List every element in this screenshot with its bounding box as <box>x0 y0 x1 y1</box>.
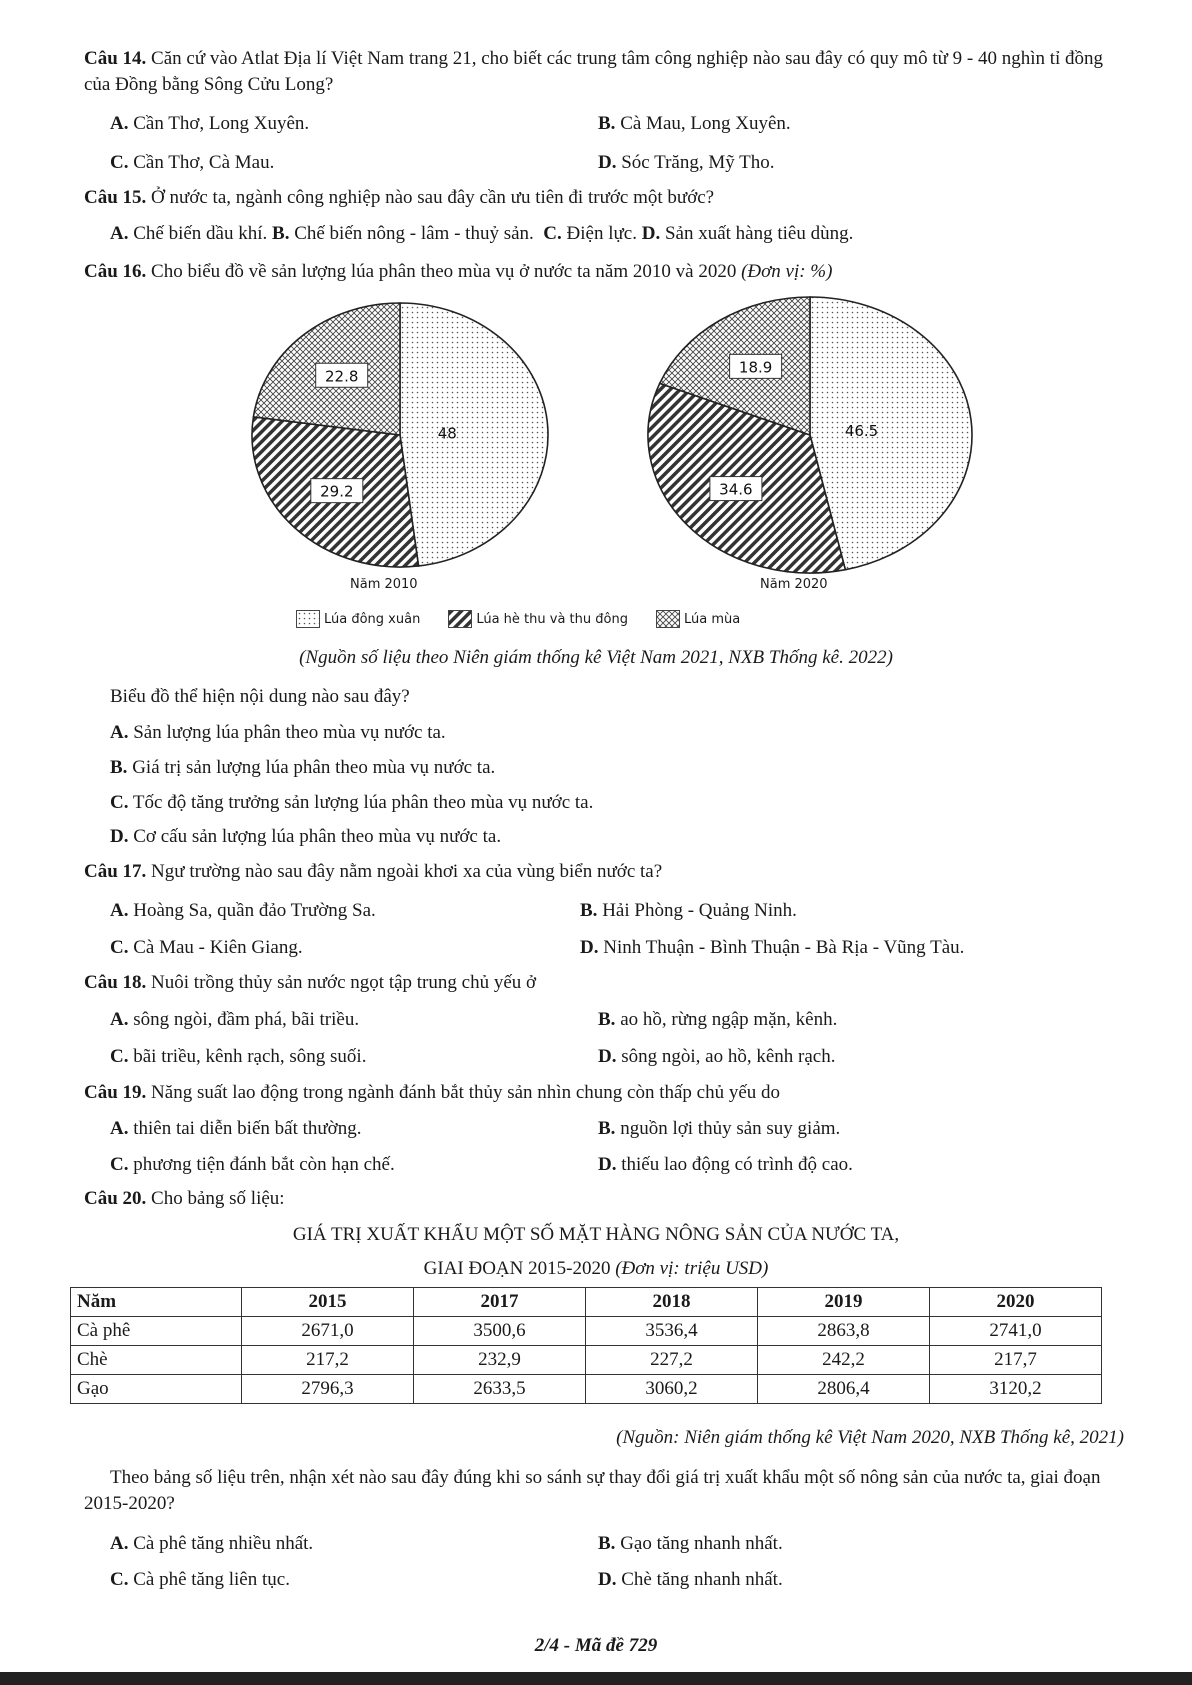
legend-label-mua: Lúa mùa <box>683 611 741 627</box>
pie-2010-title: Năm 2010 <box>350 577 418 592</box>
export-value-table <box>70 1287 1102 1404</box>
option-20a: A. Cà phê tăng nhiều nhất. <box>110 1533 314 1554</box>
question-14 <box>84 46 1124 98</box>
question-text: Ở nước ta, ngành công nghiệp nào sau đây cần ưu tiên đi trước một bước? <box>151 187 715 208</box>
legend-swatch-dots <box>296 610 320 628</box>
option-18d: D. sông ngòi, ao hồ, kênh rạch. <box>598 1046 836 1067</box>
option-14a: A. Cần Thơ, Long Xuyên. <box>110 113 310 134</box>
option-15-row: A. Chế biến dầu khí. B. Chế biến nông - lâm - thuỷ sản. C. Điện lực. D. Sản xuất hàng tiêu dùng. <box>110 223 854 244</box>
question-19 <box>84 1080 1124 1106</box>
table-unit: (Đơn vị: triệu USD) <box>615 1258 769 1279</box>
question-16 <box>84 259 1124 285</box>
question-20 <box>84 1186 1124 1212</box>
scan-edge <box>0 1672 1192 1685</box>
chart-source: (Nguồn số liệu theo Niên giám thống kê Việt Nam 2021, NXB Thống kê. 2022) <box>299 647 893 668</box>
question-label: Câu 16. <box>84 261 147 282</box>
data-label: 34.6 <box>719 480 753 499</box>
option-17d: D. Ninh Thuận - Bình Thuận - Bà Rịa - Vũng Tàu. <box>580 937 965 958</box>
table-row: Chè 217,2 232,9 227,2 242,2 217,7 <box>71 1346 1102 1375</box>
question-label: Câu 20. <box>84 1188 147 1209</box>
pie-2020 <box>648 297 972 573</box>
question-label: Câu 14. <box>84 48 147 69</box>
unit-label: (Đơn vị: %) <box>741 261 833 282</box>
chart-legend <box>296 610 740 628</box>
option-16c: C. Tốc độ tăng trưởng sản lượng lúa phân theo mùa vụ nước ta. <box>110 792 594 813</box>
option-14d: D. Sóc Trăng, Mỹ Tho. <box>598 152 775 173</box>
option-20b: B. Gạo tăng nhanh nhất. <box>598 1533 783 1554</box>
question-text: Ngư trường nào sau đây nằm ngoài khơi xa của vùng biển nước ta? <box>151 861 663 882</box>
option-14b: B. Cà Mau, Long Xuyên. <box>598 113 791 134</box>
question-20-prompt: Theo bảng số liệu trên, nhận xét nào sau đây đúng khi so sánh sự thay đổi giá trị xuất khẩu một số nông sản của nước ta, giai đoạn 2015-2020? <box>84 1467 1101 1514</box>
option-16b: B. Giá trị sản lượng lúa phân theo mùa vụ nước ta. <box>110 757 496 778</box>
option-17c: C. Cà Mau - Kiên Giang. <box>110 937 303 958</box>
table-title: GIÁ TRỊ XUẤT KHẨU MỘT SỐ MẶT HÀNG NÔNG SẢN CỦA NƯỚC TA, <box>292 1224 900 1245</box>
option-16a: A. Sản lượng lúa phân theo mùa vụ nước ta. <box>110 722 446 743</box>
pie-2010 <box>252 303 548 567</box>
option-14c: C. Cần Thơ, Cà Mau. <box>110 152 275 173</box>
data-label: 48 <box>437 424 457 443</box>
option-16d: D. Cơ cấu sản lượng lúa phân theo mùa vụ nước ta. <box>110 826 502 847</box>
question-label: Câu 18. <box>84 972 147 993</box>
table-row: Gạo 2796,3 2633,5 3060,2 2806,4 3120,2 <box>71 1375 1102 1404</box>
table-source: (Nguồn: Niên giám thống kê Việt Nam 2020, NXB Thống kê, 2021) <box>616 1427 1124 1448</box>
question-text: Năng suất lao động trong ngành đánh bắt thủy sản nhìn chung còn thấp chủ yếu do <box>151 1082 781 1103</box>
option-19b: B. nguồn lợi thủy sản suy giảm. <box>598 1118 841 1139</box>
question-16-prompt: Biểu đồ thể hiện nội dung nào sau đây? <box>110 686 410 707</box>
table-row: Cà phê 2671,0 3500,6 3536,4 2863,8 2741,0 <box>71 1317 1102 1346</box>
option-19a: A. thiên tai diễn biến bất thường. <box>110 1118 362 1139</box>
pie-2020-title: Năm 2020 <box>760 577 828 592</box>
legend-label-dong-xuan: Lúa đông xuân <box>324 611 421 627</box>
question-label: Câu 19. <box>84 1082 147 1103</box>
legend-swatch-cross <box>656 610 680 628</box>
pie-chart-area <box>0 295 1192 610</box>
data-label: 18.9 <box>738 358 773 377</box>
pie-slice <box>400 303 548 566</box>
question-15 <box>84 185 1124 211</box>
option-19c: C. phương tiện đánh bắt còn hạn chế. <box>110 1154 395 1175</box>
option-19d: D. thiếu lao động có trình độ cao. <box>598 1154 853 1175</box>
question-17 <box>84 859 1124 885</box>
option-17a: A. Hoàng Sa, quần đảo Trường Sa. <box>110 900 376 921</box>
question-text: Nuôi trồng thủy sản nước ngọt tập trung chủ yếu ở <box>151 972 537 993</box>
question-text: Cho biểu đồ về sản lượng lúa phân theo mùa vụ ở nước ta năm 2010 và 2020 <box>151 261 737 282</box>
option-17b: B. Hải Phòng - Quảng Ninh. <box>580 900 797 921</box>
option-18b: B. ao hồ, rừng ngập mặn, kênh. <box>598 1009 838 1030</box>
legend-swatch-diag <box>448 610 472 628</box>
option-20c: C. Cà phê tăng liên tục. <box>110 1569 290 1590</box>
option-18a: A. sông ngòi, đầm phá, bãi triều. <box>110 1009 360 1030</box>
page-footer: 2/4 - Mã đề 729 <box>534 1635 658 1656</box>
question-label: Câu 17. <box>84 861 147 882</box>
data-label: 22.8 <box>324 367 359 386</box>
question-text: Cho bảng số liệu: <box>151 1188 285 1209</box>
data-label: 46.5 <box>844 422 879 441</box>
data-label: 29.2 <box>320 482 354 501</box>
table-subtitle: GIAI ĐOẠN 2015-2020 (Đơn vị: triệu USD) <box>423 1258 769 1279</box>
question-18 <box>84 970 1124 996</box>
question-label: Câu 15. <box>84 187 147 208</box>
table-header-row: Năm 2015 2017 2018 2019 2020 <box>71 1288 1102 1317</box>
question-text: Căn cứ vào Atlat Địa lí Việt Nam trang 21, cho biết các trung tâm công nghiệp nào sau đây có quy mô từ 9 - 40 nghìn tỉ đồng của Đồng bằng Sông Cửu Long? <box>84 48 1104 95</box>
option-20d: D. Chè tăng nhanh nhất. <box>598 1569 783 1590</box>
legend-label-he-thu: Lúa hè thu và thu đông <box>476 611 628 627</box>
option-18c: C. bãi triều, kênh rạch, sông suối. <box>110 1046 367 1067</box>
